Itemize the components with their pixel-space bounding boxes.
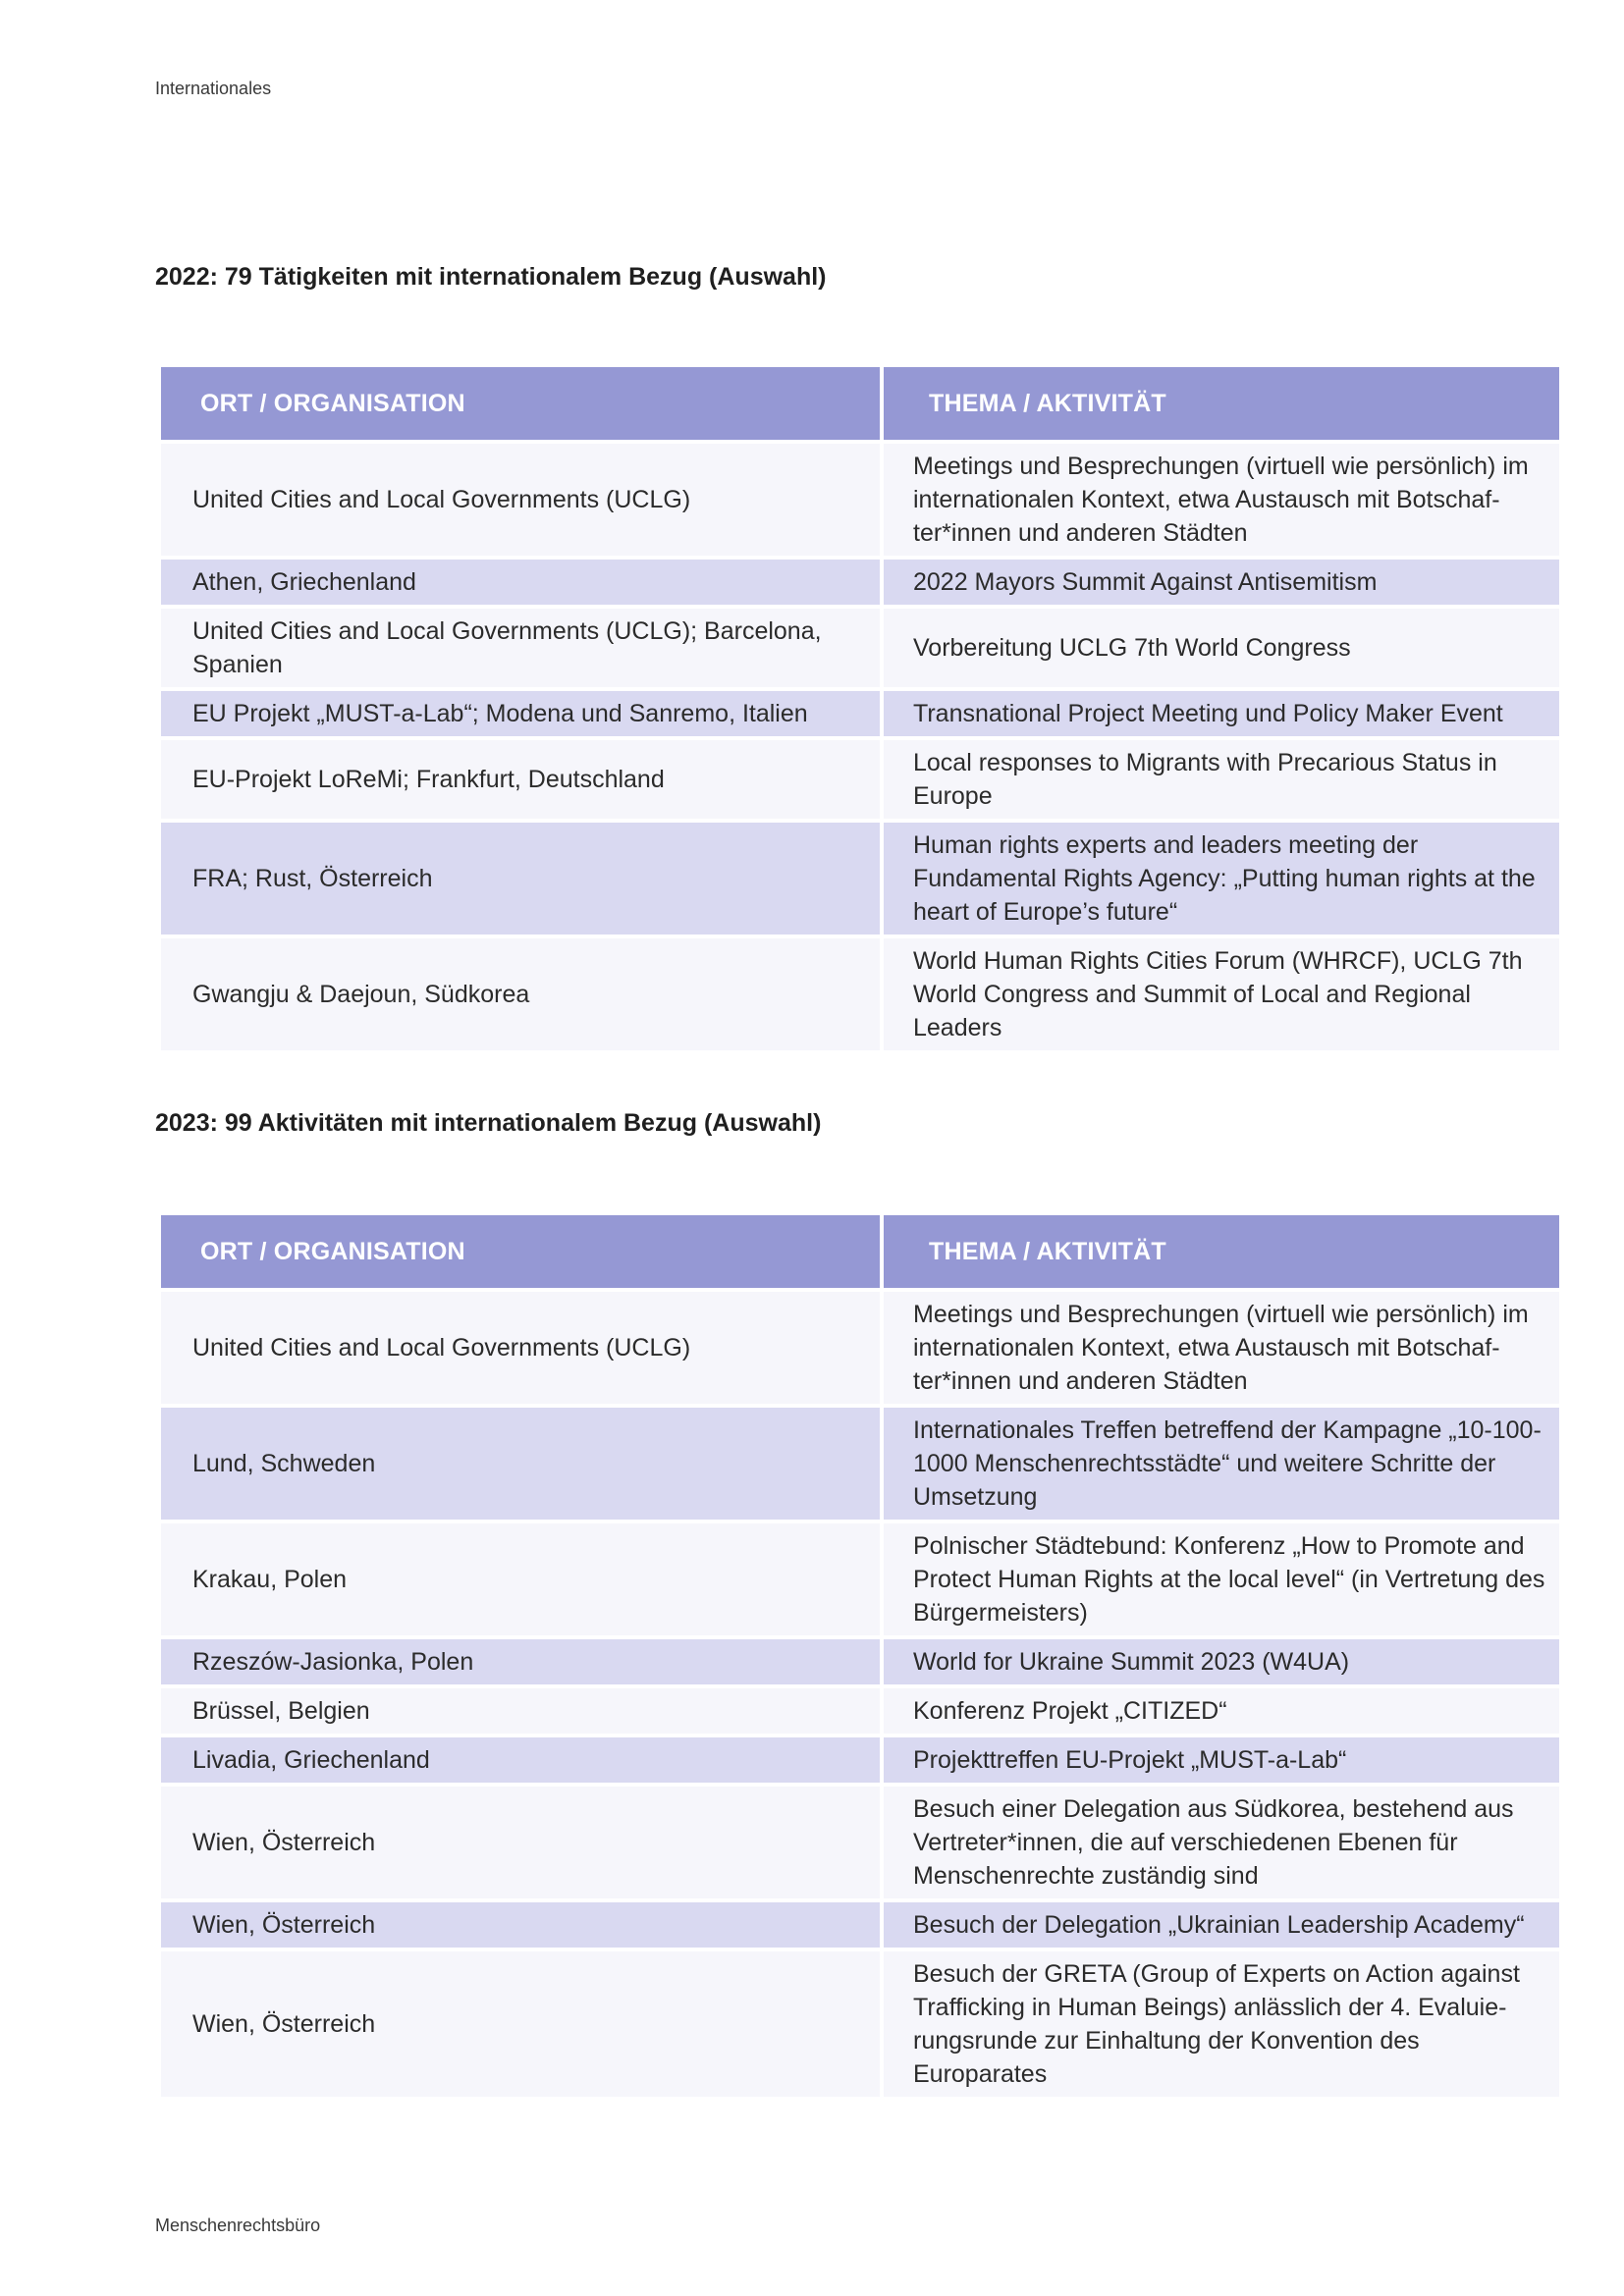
cell-topic: World Human Rights Cities Forum (WHRCF), UCLG 7th World Congress and Summit of Local and Regional Leaders	[884, 938, 1559, 1054]
cell-topic: Human rights experts and leaders meeting der Fundamental Rights Agency: „Putting human rights at the heart of Europe’s future“	[884, 823, 1559, 938]
cell-topic: Konferenz Projekt „CITIZED“	[884, 1688, 1559, 1737]
cell-location: EU-Projekt LoReMi; Frankfurt, Deutschland	[161, 740, 880, 823]
cell-topic: Internationales Treffen betreffend der Kampagne „10-100-1000 Menschenrechtsstädte“ und weitere Schritte der Umsetzung	[884, 1408, 1559, 1523]
table-row	[161, 1688, 1559, 1737]
table-row	[161, 740, 1559, 823]
table-row	[161, 609, 1559, 691]
cell-topic: Meetings und Besprechungen (virtuell wie persönlich) im internationalen Kontext, etwa Austausch mit Botschafter*innen und anderen Städten	[884, 1292, 1559, 1408]
column-header-topic: THEMA / AKTIVITÄT	[884, 1215, 1559, 1292]
table-row	[161, 1951, 1559, 2101]
table-row	[161, 1408, 1559, 1523]
table-row	[161, 691, 1559, 740]
cell-topic: 2022 Mayors Summit Against Antisemitism	[884, 560, 1559, 609]
cell-location: EU Projekt „MUST-a-Lab“; Modena und Sanremo, Italien	[161, 691, 880, 740]
cell-location: United Cities and Local Governments (UCLG)	[161, 1292, 880, 1408]
section-title-2023: 2023: 99 Aktivitäten mit internationalem Bezug (Auswahl)	[155, 1109, 822, 1137]
cell-topic: Besuch einer Delegation aus Südkorea, bestehend aus Vertreter*innen, die auf verschiedenen Ebenen für Menschenrechte zuständig sind	[884, 1787, 1559, 1902]
table-row	[161, 1737, 1559, 1787]
cell-topic: Besuch der GRETA (Group of Experts on Action against Trafficking in Human Beings) anlässlich der 4. Evaluierungsrunde zur Einhaltung der Konvention des Europarates	[884, 1951, 1559, 2101]
cell-topic: Vorbereitung UCLG 7th World Congress	[884, 609, 1559, 691]
cell-topic: Polnischer Städtebund: Konferenz „How to Promote and Protect Human Rights at the local level“ (in Vertretung des Bürgermeisters)	[884, 1523, 1559, 1639]
cell-location: Krakau, Polen	[161, 1523, 880, 1639]
cell-topic: Transnational Project Meeting und Policy Maker Event	[884, 691, 1559, 740]
table-row	[161, 1292, 1559, 1408]
cell-topic: Besuch der Delegation „Ukrainian Leadership Academy“	[884, 1902, 1559, 1951]
cell-location: Wien, Österreich	[161, 1787, 880, 1902]
cell-location: Lund, Schweden	[161, 1408, 880, 1523]
cell-location: United Cities and Local Governments (UCLG); Barcelona, Spanien	[161, 609, 880, 691]
table-row	[161, 938, 1559, 1054]
running-footer: Menschenrechtsbüro	[155, 2216, 321, 2235]
cell-location: Wien, Österreich	[161, 1902, 880, 1951]
column-header-topic: THEMA / AKTIVITÄT	[884, 367, 1559, 444]
cell-location: Athen, Griechenland	[161, 560, 880, 609]
table-header-row	[161, 1215, 1559, 1292]
activity-table-2023	[157, 1215, 1563, 2101]
cell-location: Wien, Österreich	[161, 1951, 880, 2101]
column-header-location: ORT / ORGANISATION	[161, 367, 880, 444]
column-header-location: ORT / ORGANISATION	[161, 1215, 880, 1292]
table-row	[161, 560, 1559, 609]
table-row	[161, 1639, 1559, 1688]
table-row	[161, 1523, 1559, 1639]
cell-topic: Local responses to Migrants with Precarious Status in Europe	[884, 740, 1559, 823]
section-title-2022: 2022: 79 Tätigkeiten mit internationalem Bezug (Auswahl)	[155, 263, 827, 291]
table-row	[161, 823, 1559, 938]
table-header-row	[161, 367, 1559, 444]
cell-location: Brüssel, Belgien	[161, 1688, 880, 1737]
cell-topic: World for Ukraine Summit 2023 (W4UA)	[884, 1639, 1559, 1688]
activity-table-2022	[157, 367, 1563, 1054]
cell-location: Livadia, Griechenland	[161, 1737, 880, 1787]
cell-location: FRA; Rust, Österreich	[161, 823, 880, 938]
cell-topic: Meetings und Besprechungen (virtuell wie persönlich) im internationalen Kontext, etwa Austausch mit Botschafter*innen und anderen Städten	[884, 444, 1559, 560]
table-row	[161, 444, 1559, 560]
table-row	[161, 1902, 1559, 1951]
cell-location: Rzeszów-Jasionka, Polen	[161, 1639, 880, 1688]
cell-topic: Projekttreffen EU-Projekt „MUST-a-Lab“	[884, 1737, 1559, 1787]
cell-location: Gwangju & Daejoun, Südkorea	[161, 938, 880, 1054]
running-header: Internationales	[155, 79, 272, 98]
table-row	[161, 1787, 1559, 1902]
cell-location: United Cities and Local Governments (UCLG)	[161, 444, 880, 560]
